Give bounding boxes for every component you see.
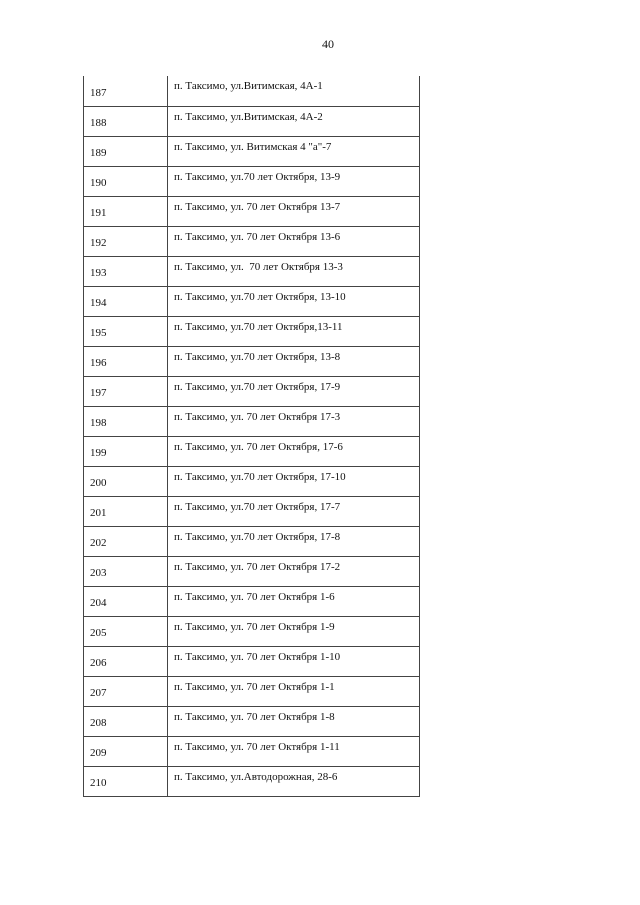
row-number-cell: 187 [84,76,168,106]
address-cell: п. Таксимо, ул.70 лет Октября, 17-9 [168,376,420,406]
address-cell: п. Таксимо, ул. 70 лет Октября 1-9 [168,616,420,646]
row-number-cell: 204 [84,586,168,616]
table-row [84,346,420,376]
row-number-cell: 209 [84,736,168,766]
table-row [84,766,420,796]
row-number-cell: 200 [84,466,168,496]
row-number-cell: 190 [84,166,168,196]
table-row [84,76,420,106]
address-cell: п. Таксимо, ул. 70 лет Октября 1-6 [168,586,420,616]
address-cell: п. Таксимо, ул.70 лет Октября, 13-9 [168,166,420,196]
address-cell: п. Таксимо, ул.Витимская, 4А-2 [168,106,420,136]
row-number-cell: 201 [84,496,168,526]
table-row [84,616,420,646]
address-cell: п. Таксимо, ул. 70 лет Октября 13-6 [168,226,420,256]
table-row [84,646,420,676]
address-cell: п. Таксимо, ул.70 лет Октября, 17-10 [168,466,420,496]
row-number-cell: 199 [84,436,168,466]
address-table-body [84,76,420,796]
table-row [84,196,420,226]
address-cell: п. Таксимо, ул. 70 лет Октября, 17-6 [168,436,420,466]
table-row [84,316,420,346]
row-number-cell: 196 [84,346,168,376]
address-cell: п. Таксимо, ул.70 лет Октября, 13-8 [168,346,420,376]
row-number-cell: 194 [84,286,168,316]
address-cell: п. Таксимо, ул.70 лет Октября, 13-10 [168,286,420,316]
table-row [84,376,420,406]
address-cell: п. Таксимо, ул. 70 лет Октября 1-11 [168,736,420,766]
table-row [84,136,420,166]
row-number-cell: 210 [84,766,168,796]
address-cell: п. Таксимо, ул.Автодорожная, 28-6 [168,766,420,796]
table-row [84,496,420,526]
row-number-cell: 195 [84,316,168,346]
table-row [84,286,420,316]
address-cell: п. Таксимо, ул. 70 лет Октября 13-3 [168,256,420,286]
table-row [84,106,420,136]
table-row [84,226,420,256]
address-table [83,76,420,797]
table-row [84,556,420,586]
row-number-cell: 192 [84,226,168,256]
address-cell: п. Таксимо, ул.Витимская, 4А-1 [168,76,420,106]
row-number-cell: 202 [84,526,168,556]
table-row [84,166,420,196]
table-row [84,586,420,616]
address-cell: п. Таксимо, ул. 70 лет Октября 17-3 [168,406,420,436]
row-number-cell: 189 [84,136,168,166]
page-number: 40 [322,37,334,51]
table-row [84,406,420,436]
row-number-cell: 191 [84,196,168,226]
table-row [84,256,420,286]
address-cell: п. Таксимо, ул. 70 лет Октября 13-7 [168,196,420,226]
table-row [84,676,420,706]
address-cell: п. Таксимо, ул.70 лет Октября, 17-8 [168,526,420,556]
table-row [84,706,420,736]
row-number-cell: 197 [84,376,168,406]
address-cell: п. Таксимо, ул. Витимская 4 "а"-7 [168,136,420,166]
address-cell: п. Таксимо, ул. 70 лет Октября 1-10 [168,646,420,676]
row-number-cell: 208 [84,706,168,736]
address-cell: п. Таксимо, ул.70 лет Октября,13-11 [168,316,420,346]
row-number-cell: 188 [84,106,168,136]
table-row [84,466,420,496]
address-cell: п. Таксимо, ул. 70 лет Октября 17-2 [168,556,420,586]
row-number-cell: 205 [84,616,168,646]
table-row [84,436,420,466]
table-row [84,736,420,766]
row-number-cell: 206 [84,646,168,676]
address-cell: п. Таксимо, ул.70 лет Октября, 17-7 [168,496,420,526]
row-number-cell: 207 [84,676,168,706]
address-cell: п. Таксимо, ул. 70 лет Октября 1-1 [168,676,420,706]
row-number-cell: 203 [84,556,168,586]
address-cell: п. Таксимо, ул. 70 лет Октября 1-8 [168,706,420,736]
table-row [84,526,420,556]
row-number-cell: 193 [84,256,168,286]
row-number-cell: 198 [84,406,168,436]
